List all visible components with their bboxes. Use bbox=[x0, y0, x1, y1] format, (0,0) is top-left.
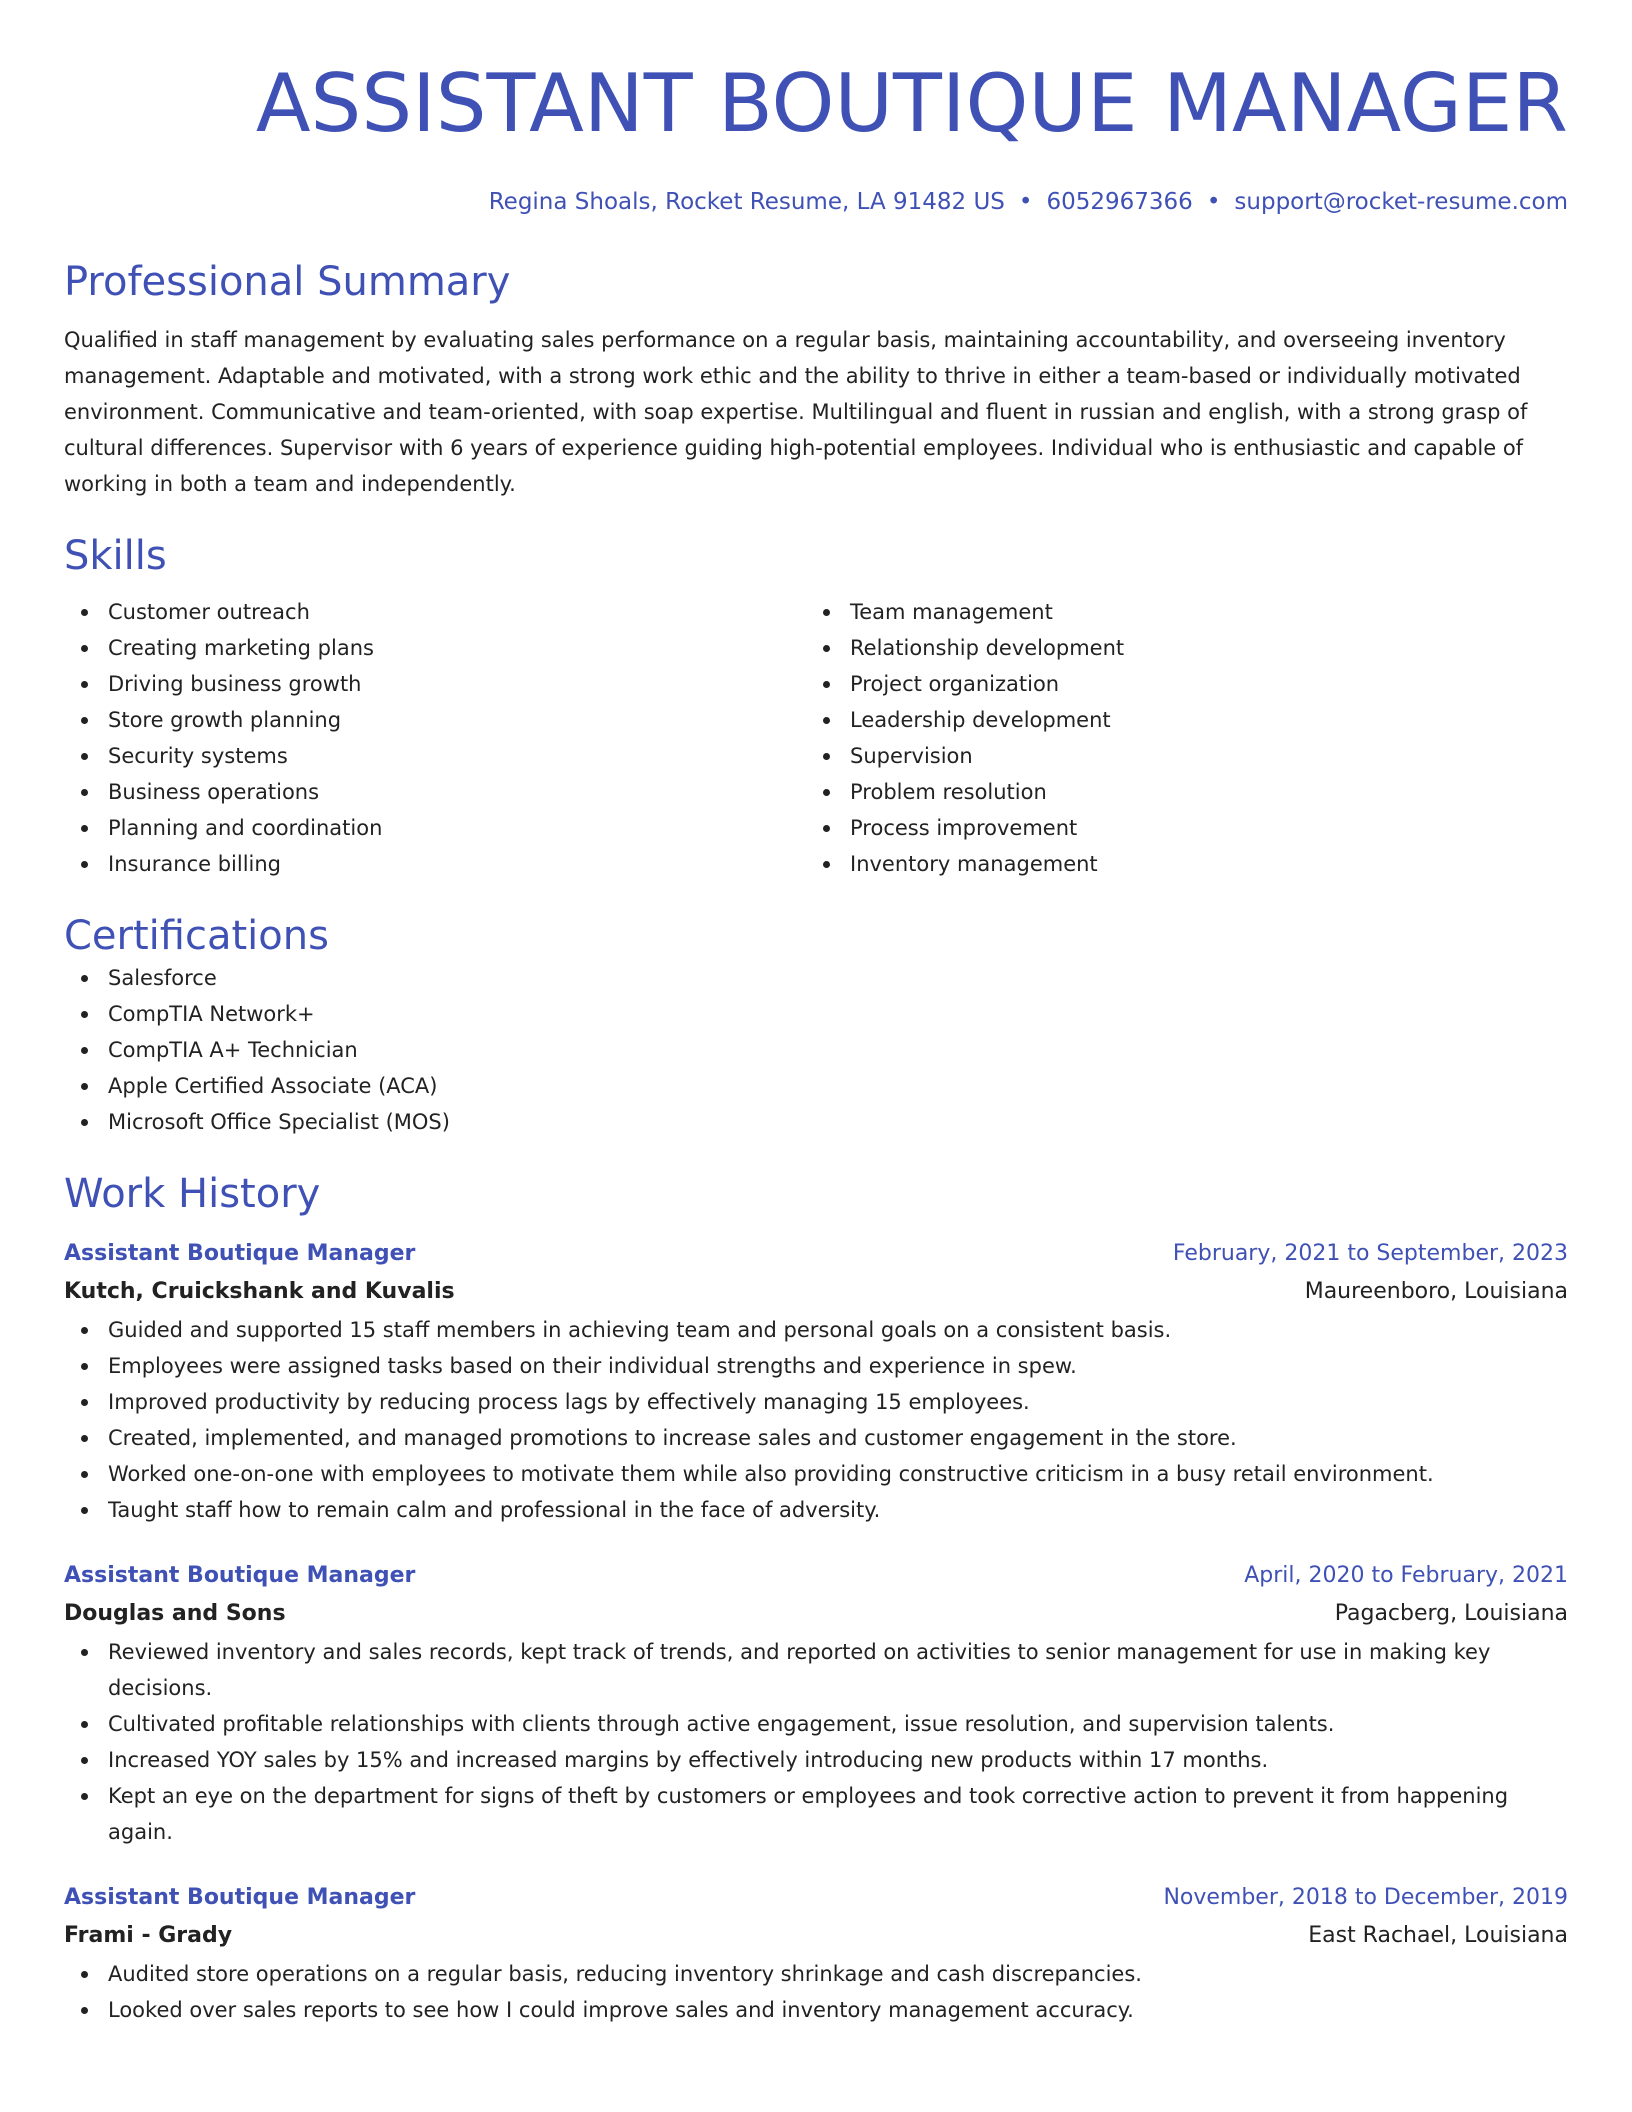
job-company: Kutch, Cruickshank and Kuvalis bbox=[64, 1279, 455, 1304]
certification-item: Apple Certified Associate (ACA) bbox=[108, 1068, 1568, 1104]
job-bullet: Taught staff how to remain calm and professional in the face of adversity. bbox=[108, 1492, 1568, 1528]
skill-item: Leadership development bbox=[850, 702, 1548, 738]
job-company-row bbox=[64, 1594, 1568, 1634]
skill-item: Process improvement bbox=[850, 810, 1548, 846]
skill-item: Creating marketing plans bbox=[108, 630, 806, 666]
job-location: East Rachael, Louisiana bbox=[1308, 1923, 1568, 1948]
contact-address: Regina Shoals, Rocket Resume, LA 91482 US bbox=[488, 189, 1005, 215]
contact-separator: • bbox=[1206, 189, 1221, 215]
job-dates: April, 2020 to February, 2021 bbox=[1244, 1563, 1568, 1588]
certifications-list bbox=[64, 960, 1568, 1140]
job-company-row bbox=[64, 1272, 1568, 1312]
skills-list-right bbox=[806, 594, 1548, 882]
job-title: Assistant Boutique Manager bbox=[64, 1563, 416, 1588]
skill-item: Inventory management bbox=[850, 846, 1548, 882]
skill-item: Business operations bbox=[108, 774, 806, 810]
job-location: Maureenboro, Louisiana bbox=[1304, 1279, 1568, 1304]
job-bullet: Increased YOY sales by 15% and increased margins by effectively introducing new products within 17 months. bbox=[108, 1742, 1568, 1778]
resume-page bbox=[64, 0, 1568, 2028]
job-bullet: Employees were assigned tasks based on their individual strengths and experience in spew. bbox=[108, 1348, 1568, 1384]
job-bullets bbox=[64, 1312, 1568, 1528]
job-header-row bbox=[64, 1880, 1568, 1916]
job-company-row bbox=[64, 1916, 1568, 1956]
skills-column-left bbox=[64, 594, 806, 882]
resume-title: ASSISTANT BOUTIQUE MANAGER bbox=[255, 57, 1568, 150]
job-header-row bbox=[64, 1558, 1568, 1594]
skill-item: Relationship development bbox=[850, 630, 1548, 666]
skill-item: Insurance billing bbox=[108, 846, 806, 882]
skill-item: Team management bbox=[850, 594, 1548, 630]
contact-separator: • bbox=[1018, 189, 1033, 215]
certification-item: Salesforce bbox=[108, 960, 1568, 996]
job-bullet: Cultivated profitable relationships with clients through active engagement, issue resolution, and supervision talents. bbox=[108, 1706, 1568, 1742]
skills-heading: Skills bbox=[64, 533, 167, 579]
job-bullet: Looked over sales reports to see how I could improve sales and inventory management accuracy. bbox=[108, 1992, 1568, 2028]
job-bullet: Improved productivity by reducing process lags by effectively managing 15 employees. bbox=[108, 1384, 1568, 1420]
job-bullet: Created, implemented, and managed promotions to increase sales and customer engagement in the store. bbox=[108, 1420, 1568, 1456]
skill-item: Planning and coordination bbox=[108, 810, 806, 846]
skills-column-right bbox=[806, 594, 1548, 882]
skill-item: Customer outreach bbox=[108, 594, 806, 630]
skill-item: Security systems bbox=[108, 738, 806, 774]
certifications-heading: Certifications bbox=[64, 913, 329, 959]
job-bullet: Reviewed inventory and sales records, kept track of trends, and reported on activities to senior management for use in making key decisions. bbox=[108, 1634, 1568, 1706]
job-bullet: Kept an eye on the department for signs of theft by customers or employees and took corrective action to prevent it from happening again. bbox=[108, 1778, 1568, 1850]
job-bullet: Audited store operations on a regular basis, reducing inventory shrinkage and cash discrepancies. bbox=[108, 1956, 1568, 1992]
skill-item: Problem resolution bbox=[850, 774, 1548, 810]
job-company: Frami - Grady bbox=[64, 1923, 233, 1948]
certification-item: CompTIA A+ Technician bbox=[108, 1032, 1568, 1068]
job-entry bbox=[64, 1236, 1568, 1528]
certification-item: Microsoft Office Specialist (MOS) bbox=[108, 1104, 1568, 1140]
job-bullets bbox=[64, 1956, 1568, 2028]
job-entry bbox=[64, 1880, 1568, 2028]
job-header-row bbox=[64, 1236, 1568, 1272]
job-bullet: Worked one-on-one with employees to motivate them while also providing constructive criticism in a busy retail environment. bbox=[108, 1456, 1568, 1492]
summary-heading: Professional Summary bbox=[64, 259, 511, 305]
work-history-heading: Work History bbox=[64, 1171, 321, 1217]
skill-item: Project organization bbox=[850, 666, 1548, 702]
certification-item: CompTIA Network+ bbox=[108, 996, 1568, 1032]
job-bullet: Guided and supported 15 staff members in achieving team and personal goals on a consistent basis. bbox=[108, 1312, 1568, 1348]
skill-item: Supervision bbox=[850, 738, 1548, 774]
job-dates: November, 2018 to December, 2019 bbox=[1163, 1885, 1568, 1910]
job-company: Douglas and Sons bbox=[64, 1601, 286, 1626]
skill-item: Driving business growth bbox=[108, 666, 806, 702]
job-title: Assistant Boutique Manager bbox=[64, 1885, 416, 1910]
job-entry bbox=[64, 1558, 1568, 1850]
contact-email[interactable]: support@rocket-resume.com bbox=[1234, 189, 1568, 215]
summary-text: Qualified in staff management by evaluating sales performance on a regular basis, maintaining accountability, and overseeing inventory management. Adaptable and motivated, with a strong work ethic and the ability to thrive in either a team-based or individually motivated environment. Communicative and team-oriented, with soap expertise. Multilingual and fluent in russian and english, with a strong grasp of cultural differences. Supervisor with 6 years of experience guiding high-potential employees. Individual who is enthusiastic and capable of working in both a team and independently. bbox=[64, 328, 1528, 496]
skills-grid bbox=[64, 594, 1568, 882]
job-title: Assistant Boutique Manager bbox=[64, 1241, 416, 1266]
contact-line bbox=[64, 188, 1568, 216]
contact-phone[interactable]: 6052967366 bbox=[1046, 189, 1193, 215]
job-bullets bbox=[64, 1634, 1568, 1850]
skill-item: Store growth planning bbox=[108, 702, 806, 738]
job-location: Pagacberg, Louisiana bbox=[1334, 1601, 1568, 1626]
skills-list-left bbox=[64, 594, 806, 882]
job-dates: February, 2021 to September, 2023 bbox=[1172, 1241, 1568, 1266]
